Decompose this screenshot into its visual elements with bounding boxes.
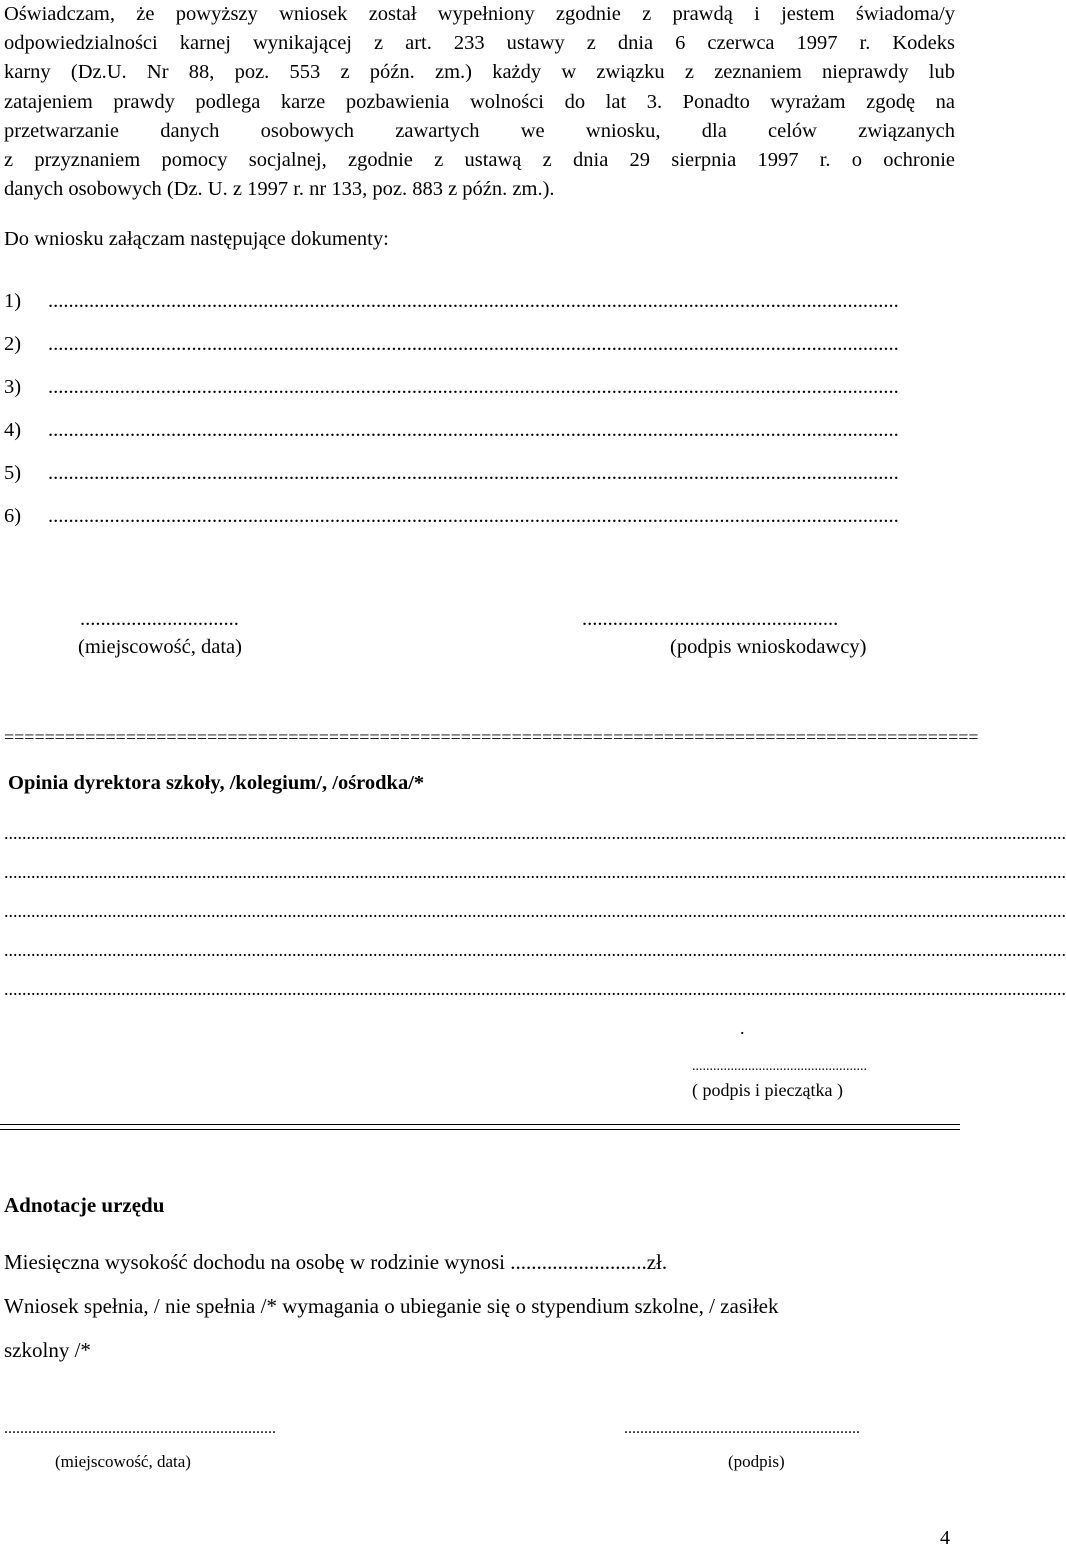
attachment-item-3[interactable] xyxy=(4,374,955,400)
declaration-line-7: danych osobowych (Dz. U. z 1997 r. nr 133, poz. 883 z późn. zm.). xyxy=(4,178,555,201)
attachment-fill-line: ...................................................................................................................................................................... xyxy=(48,419,899,441)
stamp-signature-field[interactable]: .................................................. xyxy=(692,1059,867,1074)
place-date-field[interactable]: ............................... xyxy=(80,608,239,630)
attachment-item-2[interactable] xyxy=(4,331,955,357)
income-statement[interactable]: Miesięczna wysokość dochodu na osobę w rodzinie wynosi ..........................zł. xyxy=(4,1250,668,1274)
divider-rule-top xyxy=(0,1124,960,1125)
applicant-signature-label: (podpis wnioskodawcy) xyxy=(670,636,867,658)
opinion-heading: Opinia dyrektora szkoły, /kolegium/, /ośrodka/* xyxy=(8,772,425,794)
declaration-line-3: karny (Dz.U. Nr 88, poz. 553 z późn. zm.) każdy w związku z zeznaniem nieprawdy lub xyxy=(4,61,955,84)
office-place-date-field[interactable]: .................................................................... xyxy=(4,1420,276,1437)
attachment-item-5[interactable] xyxy=(4,460,955,486)
place-date-label: (miejscowość, data) xyxy=(78,636,242,658)
page-number: 4 xyxy=(940,1527,950,1549)
opinion-line-1[interactable]: ............................................................................................................................................................................................................................................ xyxy=(4,823,1066,843)
attachments-heading: Do wniosku załączam następujące dokumenty: xyxy=(4,228,389,250)
office-place-date-label: (miejscowość, data) xyxy=(55,1452,191,1471)
decision-line-2: szkolny /* xyxy=(4,1338,91,1362)
stamp-signature-label: ( podpis i pieczątka ) xyxy=(692,1080,843,1100)
office-signature-label: (podpis) xyxy=(728,1452,785,1471)
declaration-line-2: odpowiedzialności karnej wynikającej z art. 233 ustawy z dnia 6 czerwca 1997 r. Kodeks xyxy=(4,32,955,55)
attachment-fill-line: ...................................................................................................................................................................... xyxy=(48,462,899,484)
attachment-number: 3) xyxy=(4,376,22,398)
opinion-line-4[interactable]: ............................................................................................................................................................................................................................................ xyxy=(4,940,1066,960)
attachment-fill-line: ...................................................................................................................................................................... xyxy=(48,290,899,312)
attachment-fill-line: ...................................................................................................................................................................... xyxy=(48,505,899,527)
attachment-number: 1) xyxy=(4,290,22,312)
section-separator: ================================================================================================ xyxy=(4,727,979,747)
attachment-item-4[interactable] xyxy=(4,417,955,443)
applicant-signature-field[interactable]: .................................................. xyxy=(582,608,839,630)
attachment-fill-line: ...................................................................................................................................................................... xyxy=(48,376,899,398)
attachment-item-6[interactable] xyxy=(4,503,955,529)
attachment-number: 5) xyxy=(4,462,22,484)
attachment-number: 6) xyxy=(4,505,22,527)
opinion-line-2[interactable]: ............................................................................................................................................................................................................................................ xyxy=(4,862,1066,882)
decision-line-1: Wniosek spełnia, / nie spełnia /* wymagania o ubieganie się o stypendium szkolne, / zasiłek xyxy=(4,1294,779,1318)
declaration-line-1: Oświadczam, że powyższy wniosek został wypełniony zgodnie z prawdą i jestem świadoma/y xyxy=(4,3,955,25)
declaration-line-4: zatajeniem prawdy podlega karze pozbawienia wolności do lat 3. Ponadto wyrażam zgodę na xyxy=(4,90,955,113)
attachment-number: 4) xyxy=(4,419,22,441)
office-signature-field[interactable]: ........................................................... xyxy=(624,1420,860,1437)
opinion-line-5[interactable]: ............................................................................................................................................................................................................................................ xyxy=(4,979,1066,999)
attachment-fill-line: ...................................................................................................................................................................... xyxy=(48,333,899,355)
attachment-number: 2) xyxy=(4,333,22,355)
declaration-line-6: z przyznaniem pomocy socjalnej, zgodnie z ustawą z dnia 29 sierpnia 1997 r. o ochronie xyxy=(4,149,955,172)
opinion-line-3[interactable]: ............................................................................................................................................................................................................................................ xyxy=(4,901,1066,921)
declaration-paragraph xyxy=(4,0,955,204)
office-heading: Adnotacje urzędu xyxy=(4,1193,165,1217)
declaration-line-5: przetwarzanie danych osobowych zawartych we wniosku, dla celów związanych xyxy=(4,119,955,142)
divider-rule-bottom xyxy=(0,1129,960,1130)
opinion-dot: . xyxy=(740,1018,745,1038)
attachment-item-1[interactable] xyxy=(4,288,955,314)
